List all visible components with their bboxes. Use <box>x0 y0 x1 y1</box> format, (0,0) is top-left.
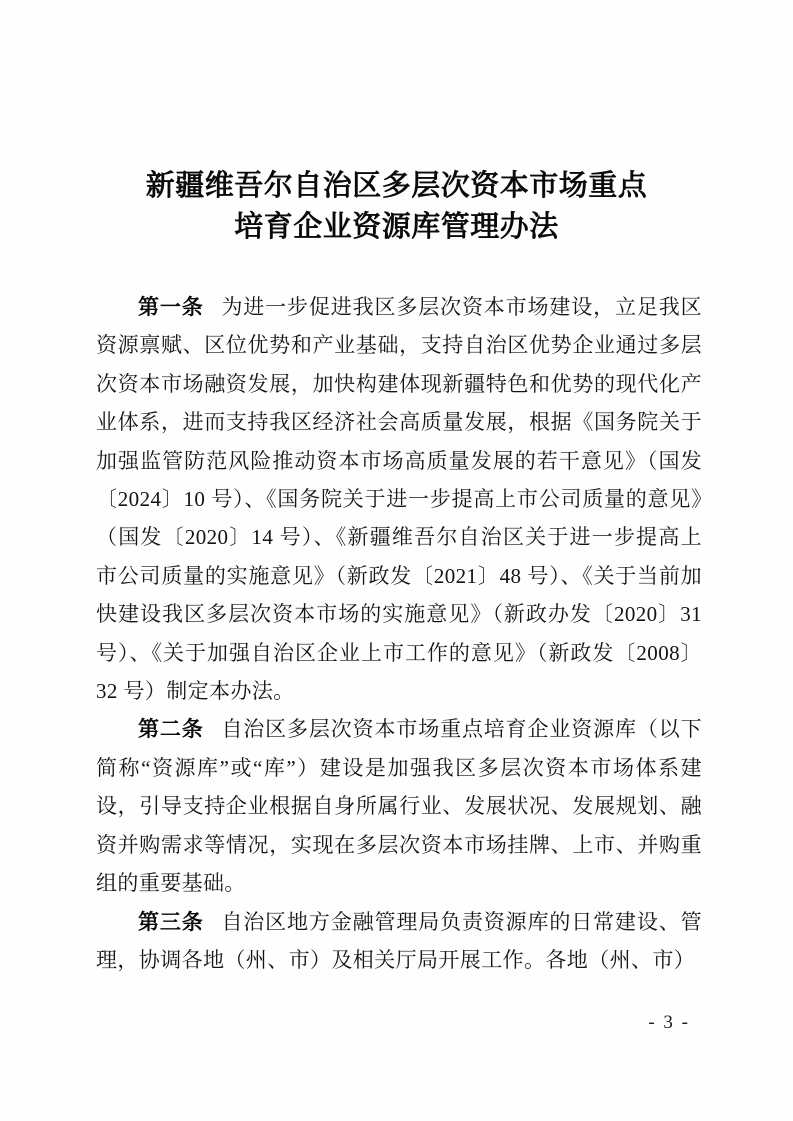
paragraph-article-2 <box>96 710 702 902</box>
title-line-1: 新疆维吾尔自治区多层次资本市场重点 <box>145 170 648 202</box>
page-number: - 3 - <box>648 1012 690 1033</box>
paragraph-article-1 <box>96 288 702 710</box>
paragraph-article-3 <box>96 903 702 980</box>
article-1-text: 为进一步促进我区多层次资本市场建设，立足我区资源禀赋、区位优势和产业基础，支持自治区优势企业通过多层次资本市场融资发展，加快构建体现新疆特色和优势的现代化产业体系，进而支持我区经济社会高质量发展，根据《国务院关于加强监管防范风险推动资本市场高质量发展的若干意见》（国发〔2024〕10 号）、《国务院关于进一步提高上市公司质量的意见》（国发〔2020〕14 号）、《新疆维吾尔自治区关于进一步提高上市公司质量的实施意见》（新政发〔2021〕48 号）、《关于当前加快建设我区多层次资本市场的实施意见》（新政办发〔2020〕31 号）、《关于加强自治区企业上市工作的意见》（新政发〔2008〕32 号）制定本办法。 <box>96 295 702 704</box>
article-3-text: 自治区地方金融管理局负责资源库的日常建设、管理，协调各地（州、市）及相关厅局开展工作。各地（州、市） <box>96 909 702 972</box>
article-2-text: 自治区多层次资本市场重点培育企业资源库（以下简称“资源库”或“库”）建设是加强我区多层次资本市场体系建设，引导支持企业根据自身所属行业、发展状况、发展规划、融资并购需求等情况，实现在多层次资本市场挂牌、上市、并购重组的重要基础。 <box>96 717 702 896</box>
document-title <box>0 166 793 248</box>
document-body <box>96 288 702 979</box>
article-1-label: 第一条 <box>138 295 204 319</box>
article-3-label: 第三条 <box>138 909 204 934</box>
article-2-label: 第二条 <box>138 717 204 742</box>
title-line-2: 培育企业资源库管理办法 <box>234 211 559 243</box>
